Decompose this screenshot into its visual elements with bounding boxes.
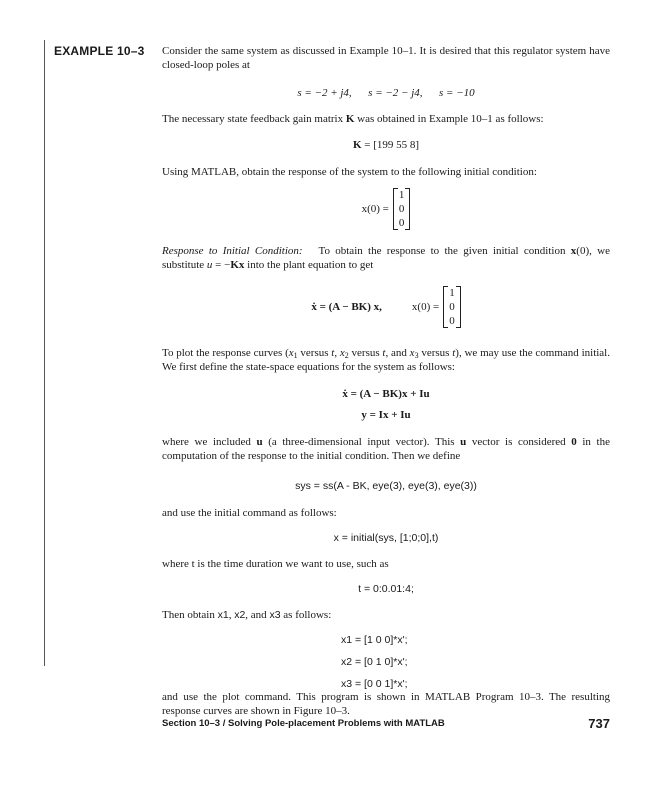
initial-vector-2: 1 0 0 [443, 286, 461, 328]
initial-condition: x(0) = 1 0 0 [162, 188, 610, 230]
code-initial: x = initial(sys, [1;0;0],t) [333, 532, 439, 544]
code-x2: x2 = [0 1 0]*x'; [341, 656, 408, 668]
input-vector-paragraph: where we included u (a three-dimensional input vector). This u vector is considered 0 in the computation of the response to the initial condition. Then we define [162, 436, 610, 462]
page-number: 737 [588, 716, 610, 731]
gain-paragraph: The necessary state feedback gain matrix K was obtained in Example 10–1 as follows: [162, 113, 544, 125]
code-x1: x1 = [1 0 0]*x'; [341, 634, 408, 646]
gain-matrix: K = [199 55 8] [352, 139, 420, 151]
state-space-eq-1: ẋ = (A − BK)x + Iu [342, 388, 430, 400]
closed-loop-equation: ẋ = (A − BK) x, x(0) = 1 0 0 [162, 286, 610, 328]
closed-loop-poles: s = −2 + j4, s = −2 − j4, s = −10 [297, 87, 475, 99]
margin-rule [44, 40, 45, 666]
matlab-paragraph: Using MATLAB, obtain the response of the system to the following initial condition: [162, 166, 537, 178]
time-paragraph: where t is the time duration we want to use, such as [162, 558, 389, 570]
response-paragraph: Response to Initial Condition: To obtain the response to the given initial condition x(0), we substitute u = −Kx into the plant equation to get [162, 245, 610, 271]
obtain-paragraph: Then obtain x1, x2, and x3 as follows: [162, 609, 332, 621]
code-x3: x3 = [0 0 1]*x'; [341, 678, 408, 690]
initial-vector: 1 0 0 [393, 188, 411, 230]
plot-cmd-paragraph: and use the plot command. This program is shown in MATLAB Program 10–3. The resulting response curves are shown in Figure 10–3. [162, 691, 610, 717]
code-sys: sys = ss(A - BK, eye(3), eye(3), eye(3)) [295, 480, 477, 492]
section-title: Section 10–3 / Solving Pole-placement Problems with MATLAB [162, 718, 445, 729]
intro-paragraph: Consider the same system as discussed in Example 10–1. It is desired that this regulator system have closed-loop poles at [162, 45, 610, 71]
initial-cmd-paragraph: and use the initial command as follows: [162, 507, 337, 519]
example-label: EXAMPLE 10–3 [54, 44, 145, 58]
state-space-eq-2: y = Ix + Iu [361, 409, 411, 421]
plot-paragraph: To plot the response curves ($x_1$ versus t, $x_2$ versus t, and $x_3$ versus t), we may use the command initial. We first define the state-space equations for the system as follows: [162, 347, 610, 373]
code-time: t = 0:0.01:4; [358, 583, 414, 595]
